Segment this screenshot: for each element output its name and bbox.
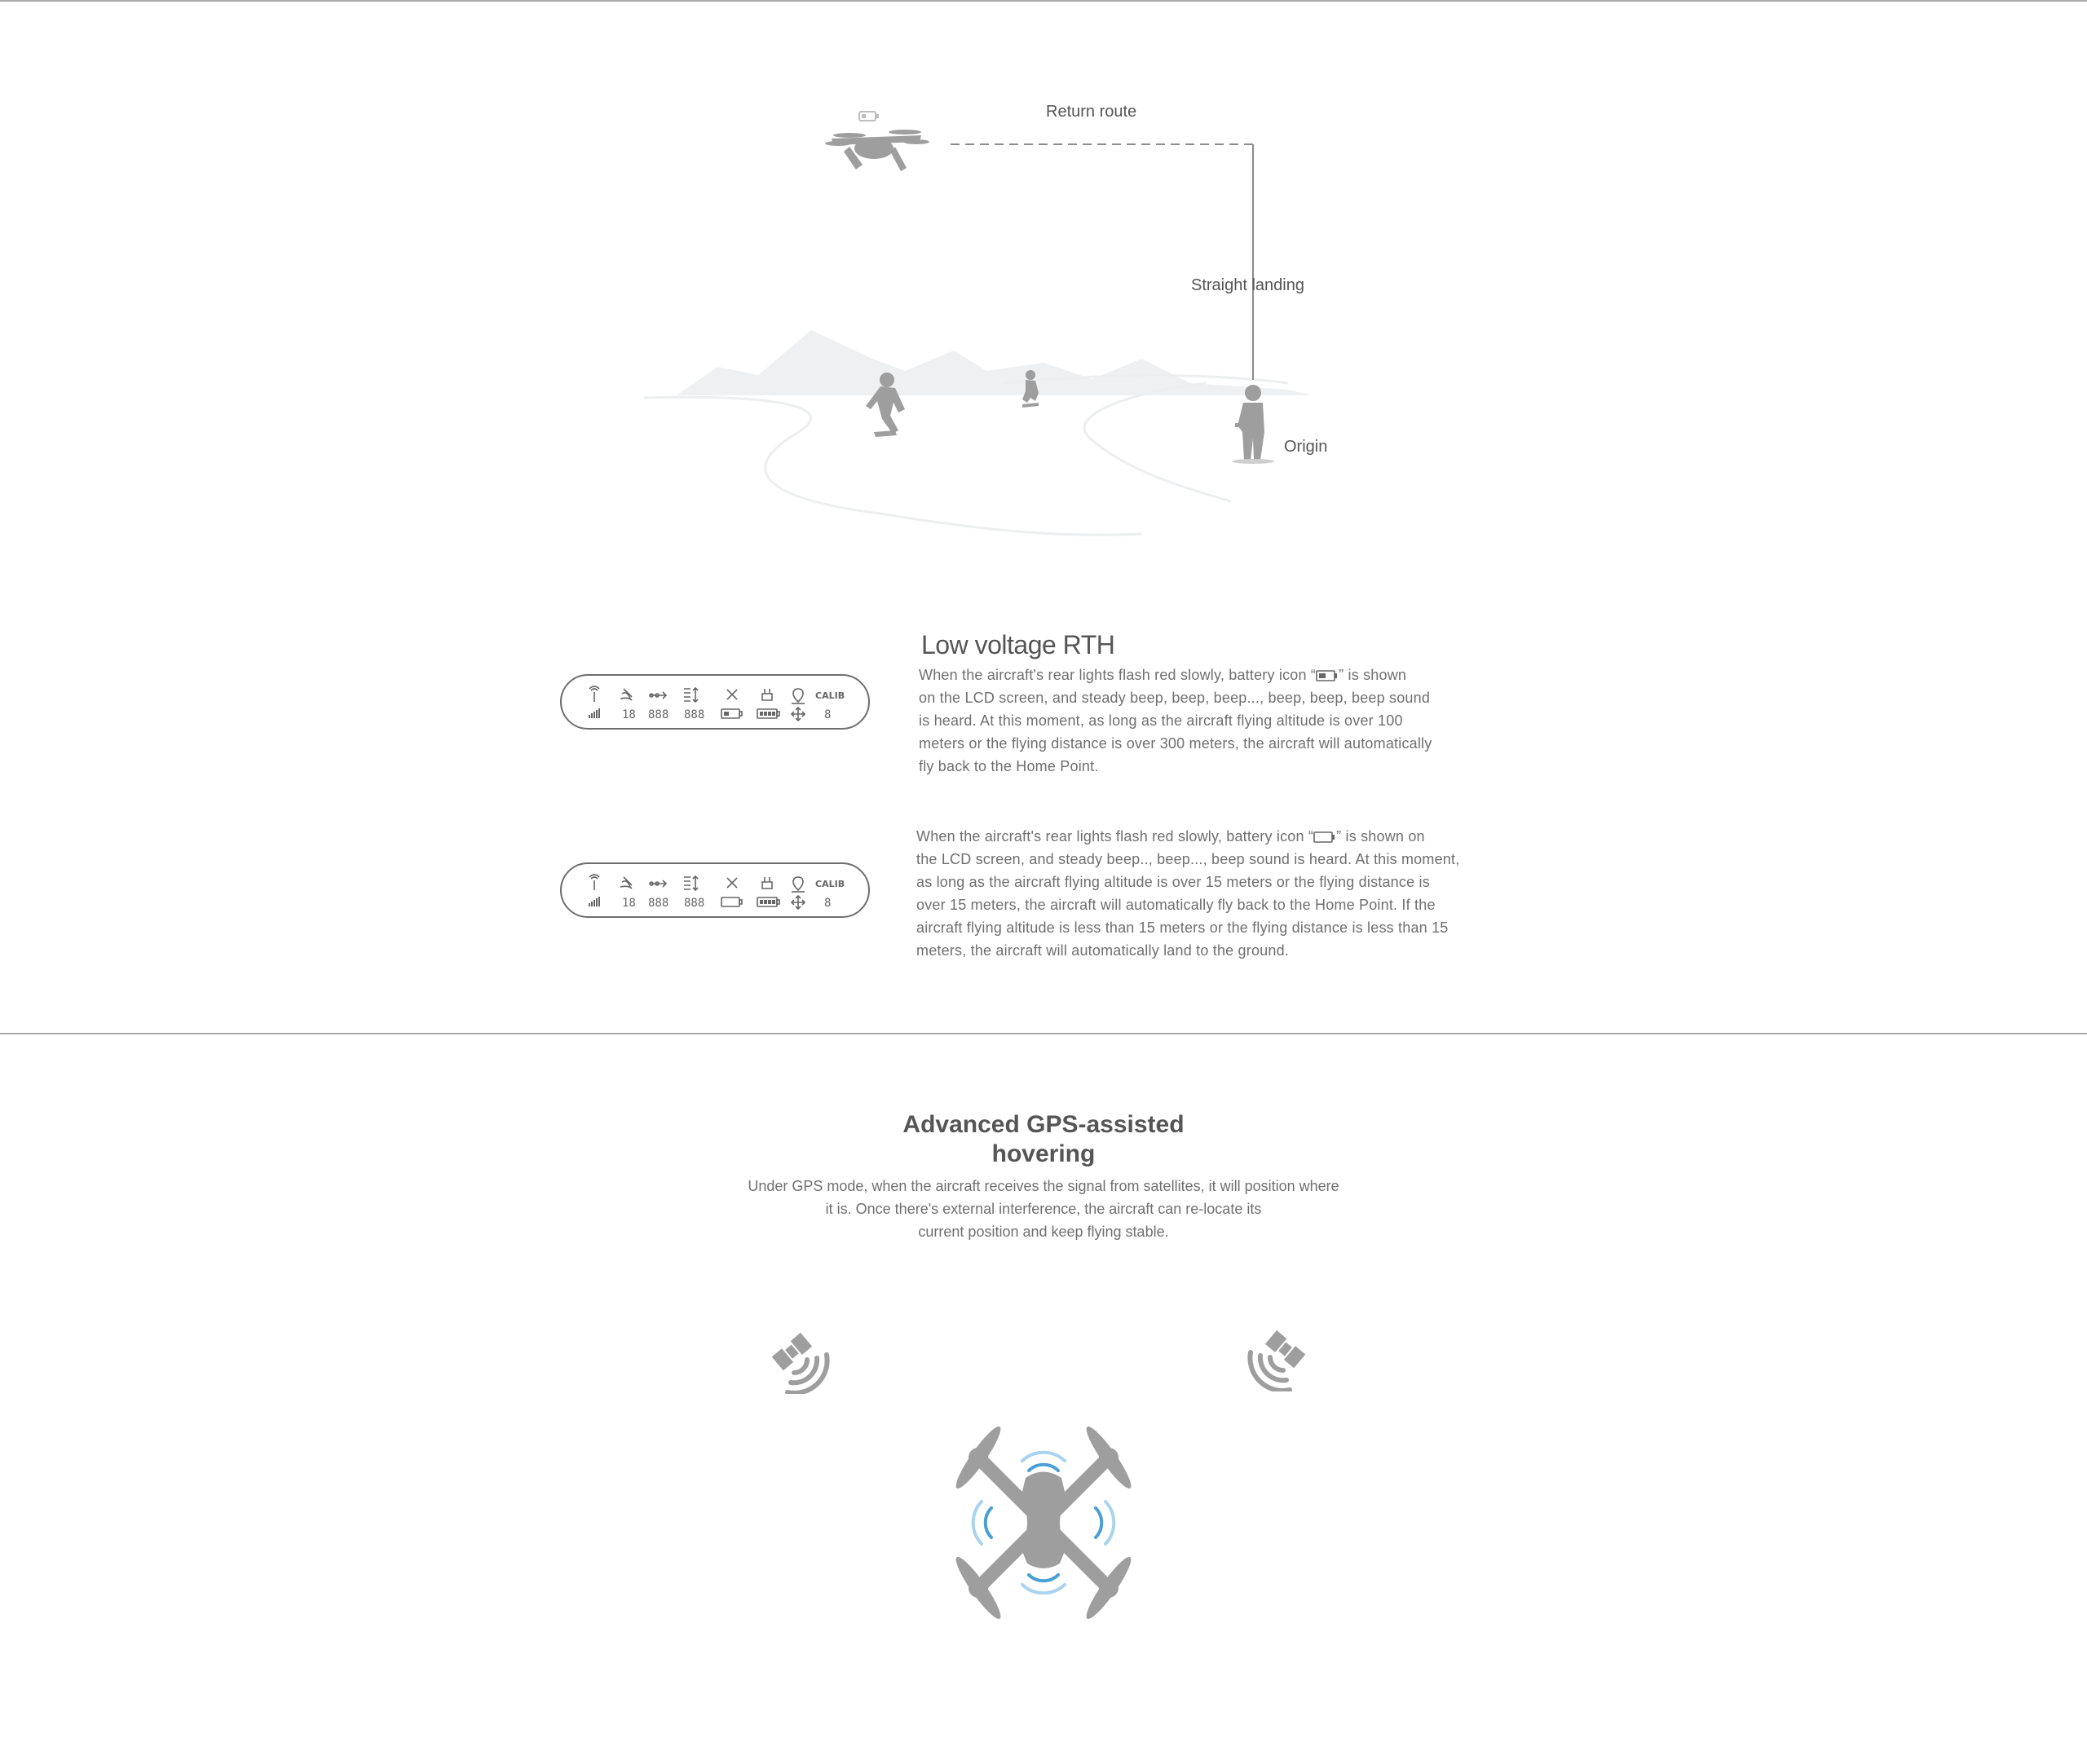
return-route-label: Return route	[1046, 103, 1137, 121]
low-voltage-title: Low voltage RTH	[921, 630, 1115, 659]
top-divider	[0, 0, 2087, 2]
lcd-icons-2	[562, 864, 871, 919]
lcd-distance: 888	[648, 708, 669, 721]
low-voltage-paragraph-1	[919, 664, 1538, 778]
p1-text-start: When the aircraft's rear lights flash red slowly, battery icon “	[919, 667, 1317, 683]
lcd-distance: 888	[648, 897, 669, 910]
drone-icon	[825, 112, 929, 171]
lcd-sat-count: 18	[622, 708, 636, 721]
gps-title	[799, 1110, 1288, 1169]
person-icon	[1232, 385, 1274, 464]
p1-line-2: on the LCD screen, and steady beep, beep, beep..., beep, beep, beep sound	[919, 690, 1431, 706]
p2-line-2: the LCD screen, and steady beep.., beep..., beep sound is heard. At this moment,	[916, 851, 1460, 867]
low-voltage-paragraph-2	[916, 825, 1552, 962]
lcd-mode: 8	[824, 708, 832, 721]
lcd-calib-text: CALIB	[815, 879, 845, 889]
gps-title-line-1: Advanced GPS-assisted	[902, 1111, 1185, 1138]
origin-label: Origin	[1284, 438, 1328, 456]
satellite-right-icon	[1238, 1316, 1319, 1391]
lcd-calib-text: CALIB	[815, 690, 845, 701]
lcd-mode: 8	[824, 897, 832, 910]
lcd-sat-count: 18	[622, 897, 636, 910]
p2-line-6: meters, the aircraft will automatically land to the ground.	[916, 942, 1290, 959]
battery-half-icon	[1316, 670, 1339, 681]
p2-text-after-icon: ” is shown on	[1336, 828, 1425, 845]
p2-line-4: over 15 meters, the aircraft will automatically fly back to the Home Point. If the	[916, 897, 1436, 913]
p2-line-5: aircraft flying altitude is less than 15 meters or the flying distance is less than 15	[916, 919, 1449, 936]
battery-empty-icon	[1313, 831, 1336, 843]
lcd-panel-1	[560, 674, 870, 730]
mountains-shape	[677, 330, 1313, 395]
gps-paragraph	[685, 1175, 1402, 1243]
p2-line-3: as long as the aircraft flying altitude is over 15 meters or the flying distance is	[916, 874, 1430, 890]
satellite-left-icon	[758, 1319, 840, 1394]
rth-illustration	[636, 90, 1370, 546]
straight-landing-label: Straight landing	[1191, 276, 1304, 294]
gps-line-3: current position and keep flying stable.	[918, 1224, 1169, 1240]
ski-trail-right	[1084, 383, 1231, 501]
p1-line-5: fly back to the Home Point.	[919, 758, 1099, 774]
lcd-icons-1	[562, 676, 871, 731]
ski-trail-left	[644, 397, 1141, 535]
p1-line-3: is heard. At this moment, as long as the aircraft flying altitude is over 100	[919, 712, 1403, 729]
hovering-drone-icon	[921, 1400, 1166, 1645]
lcd-panel-2	[560, 862, 870, 918]
gps-title-line-2: hovering	[991, 1140, 1096, 1167]
gps-line-2: it is. Once there's external interference, the aircraft can re-locate its	[825, 1201, 1262, 1217]
section-divider	[0, 1033, 2087, 1034]
p1-text-after-icon: ” is shown	[1339, 667, 1407, 683]
lcd-altitude: 888	[684, 897, 705, 910]
gps-line-1: Under GPS mode, when the aircraft receives the signal from satellites, it will position where	[748, 1178, 1339, 1194]
p2-text-start: When the aircraft's rear lights flash red slowly, battery icon “	[916, 828, 1314, 845]
p1-line-4: meters or the flying distance is over 300 meters, the aircraft will automatically	[919, 735, 1432, 752]
lcd-altitude: 888	[684, 708, 705, 721]
